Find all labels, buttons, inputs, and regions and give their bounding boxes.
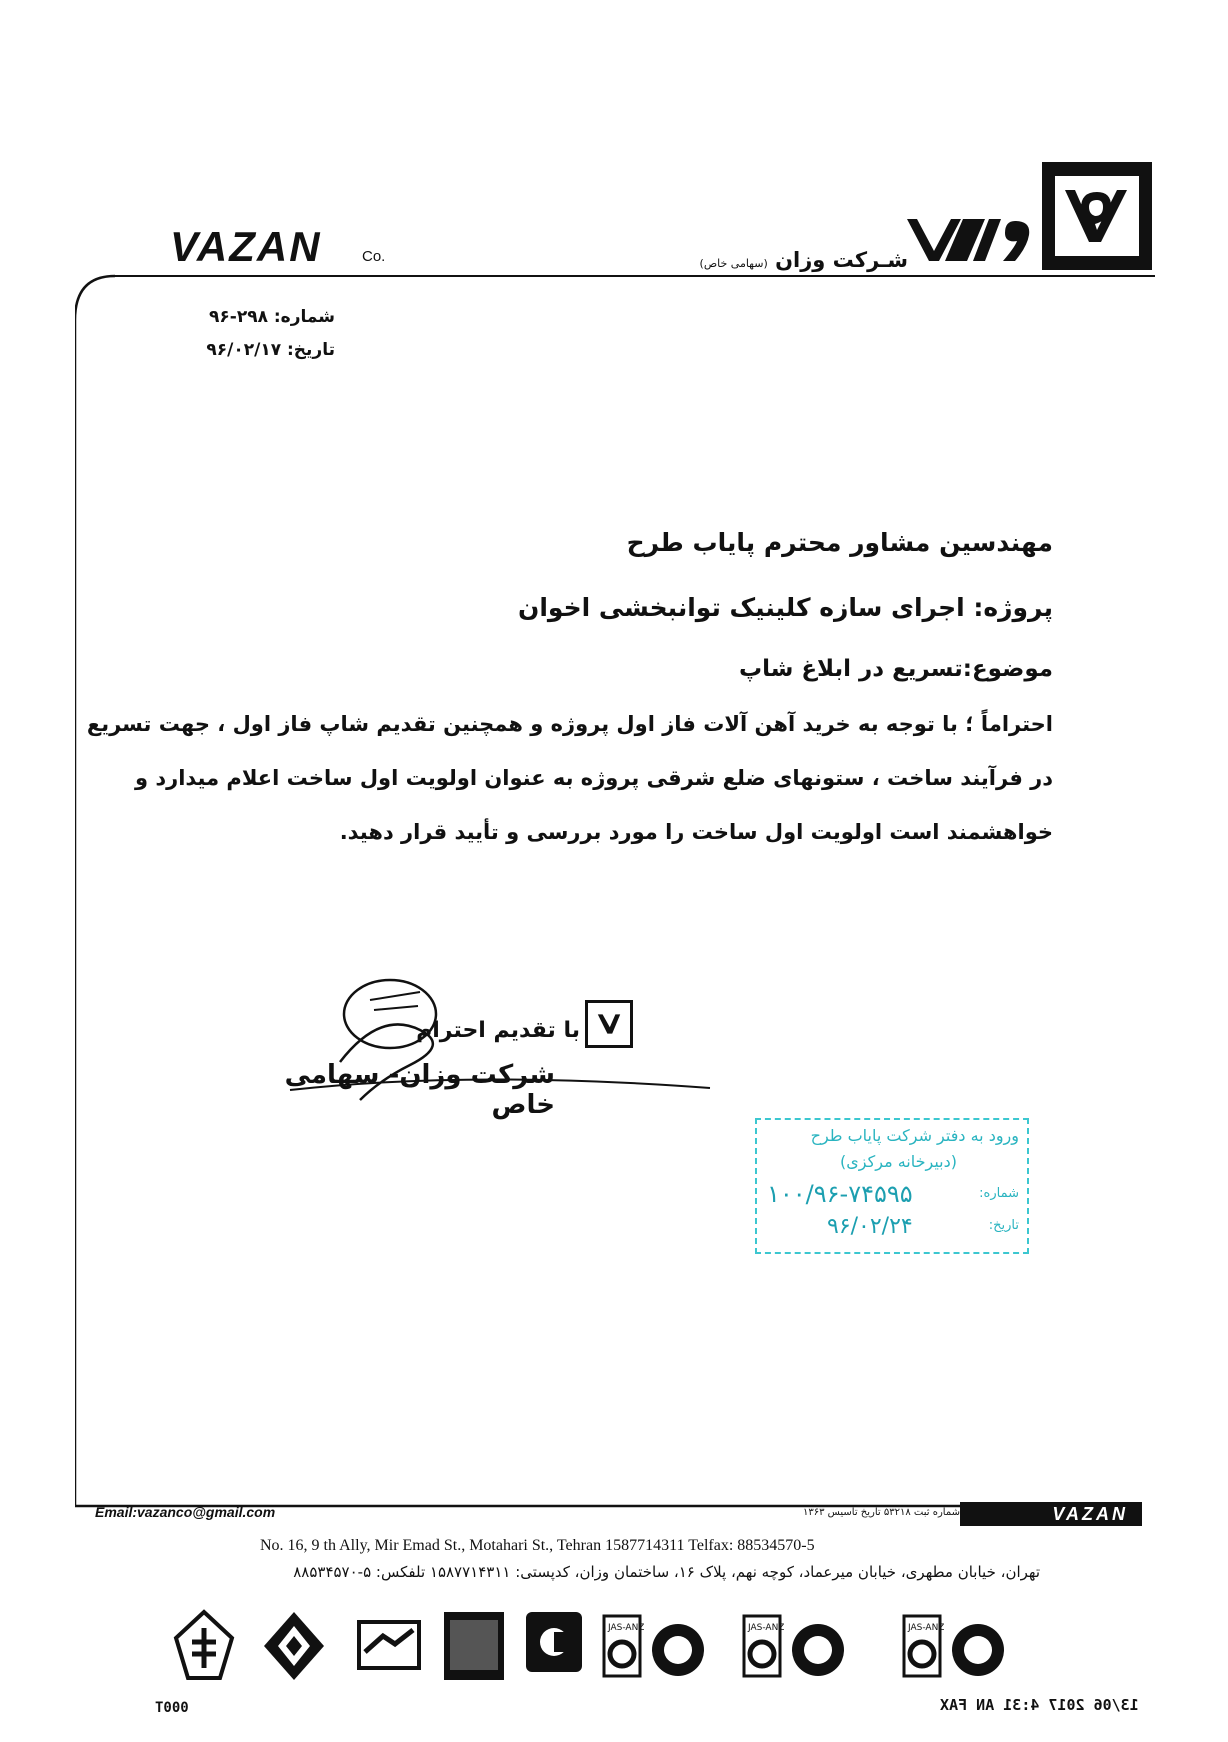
letter-date [200, 340, 335, 360]
association-emblem-icon [170, 1608, 238, 1684]
stamp-date-label: تاریخ: [988, 1218, 1019, 1233]
project-line: پروژه: اجرای سازه کلینیک توانبخشی اخوان [518, 593, 1053, 622]
iso-certification-icon [740, 1608, 860, 1684]
brand-mark [905, 215, 1035, 265]
stamp-subtitle: (دبیرخانه مرکزی) [840, 1152, 957, 1171]
letter-date-label: تاریخ: [287, 340, 335, 360]
signature-closing: با تقدیم احترام [416, 1018, 580, 1043]
diamond-logo-icon [260, 1608, 328, 1684]
paragraph-line: خواهشمند است اولویت اول ساخت را مورد بررسی و تأیید قرار دهید. [339, 820, 1053, 844]
address-persian: تهران، خیابان مطهری، خیابان میرعماد، کوچه نهم، پلاک ۱۶، ساختمان وزان، کدپستی: ۱۵۸۷۷۱۴۳۱۱ تلفکس: ۵-۸۸۵۳۴۵۷۰ [293, 1563, 1040, 1581]
salutation: مهندسین مشاور محترم پایاب طرح [626, 528, 1053, 557]
company-name-fa: شـرکت وزان [775, 248, 908, 272]
handshake-logo-icon [355, 1608, 423, 1684]
letter-number-value: ۲۹۸-۹۶ [208, 307, 268, 327]
footer-brand-bar: VAZAN [960, 1502, 1142, 1526]
certification-badges [165, 1608, 1045, 1692]
stamp-number-label: شماره: [979, 1186, 1019, 1201]
brand-suffix: Co. [362, 248, 386, 265]
stamp-number-value: ۱۰۰/۹۶-۷۴۵۹۵ [767, 1180, 913, 1208]
registration-info: شماره ثبت ۵۳۲۱۸ تاریخ تاسیس ۱۳۶۳ [802, 1507, 960, 1518]
subject-line: موضوع:تسریع در ابلاغ شاپ [738, 656, 1053, 682]
signature-company: شرکت وزان- سهامی خاص [284, 1060, 555, 1120]
letter-date-value: ۹۶/۰۲/۱۷ [206, 340, 282, 360]
letter-number-label: شماره: [273, 307, 335, 327]
receipt-stamp [755, 1118, 1029, 1254]
fax-header: 13/06 2017 4:31 AN FAX [940, 1696, 1139, 1714]
company-logo [1042, 162, 1152, 270]
letter-number [200, 307, 335, 327]
letter-frame [75, 270, 1155, 1520]
paragraph-line: احتراماً ؛ با توجه به خرید آهن آلات فاز اول پروژه و همچنین تقدیم شاپ فاز اول ، جهت تسریع [86, 712, 1053, 736]
paragraph-line: در فرآیند ساخت ، ستونهای ضلع شرقی پروژه به عنوان اولویت اول ساخت اعلام میدارد و [134, 766, 1053, 790]
svg-text:JAS-ANZ: JAS-ANZ [908, 1623, 945, 1633]
company-type: (سهامی خاص) [699, 257, 768, 270]
address-english: No. 16, 9 th Ally, Mir Emad St., Motahari St., Tehran 1587714311 Telfax: 88534570-5 [260, 1537, 815, 1554]
footer-email: Email:vazanco@gmail.com [95, 1504, 276, 1520]
svg-text:JAS-ANZ: JAS-ANZ [748, 1623, 785, 1633]
stamp-date-value: ۹۶/۰۲/۲۴ [827, 1214, 913, 1239]
iso-certification-icon [900, 1608, 1020, 1684]
standard-mark-icon [520, 1608, 588, 1684]
fax-page-code: T000 [155, 1700, 189, 1716]
company-name [690, 248, 908, 278]
certificate-barcode-icon [440, 1608, 508, 1684]
iso-certification-icon [600, 1608, 720, 1684]
signature-logo [585, 1000, 633, 1048]
stamp-title: ورود به دفتر شرکت پایاب طرح [810, 1126, 1019, 1145]
svg-text:JAS-ANZ: JAS-ANZ [608, 1623, 645, 1633]
brand-logotype: VAZAN [170, 223, 322, 270]
